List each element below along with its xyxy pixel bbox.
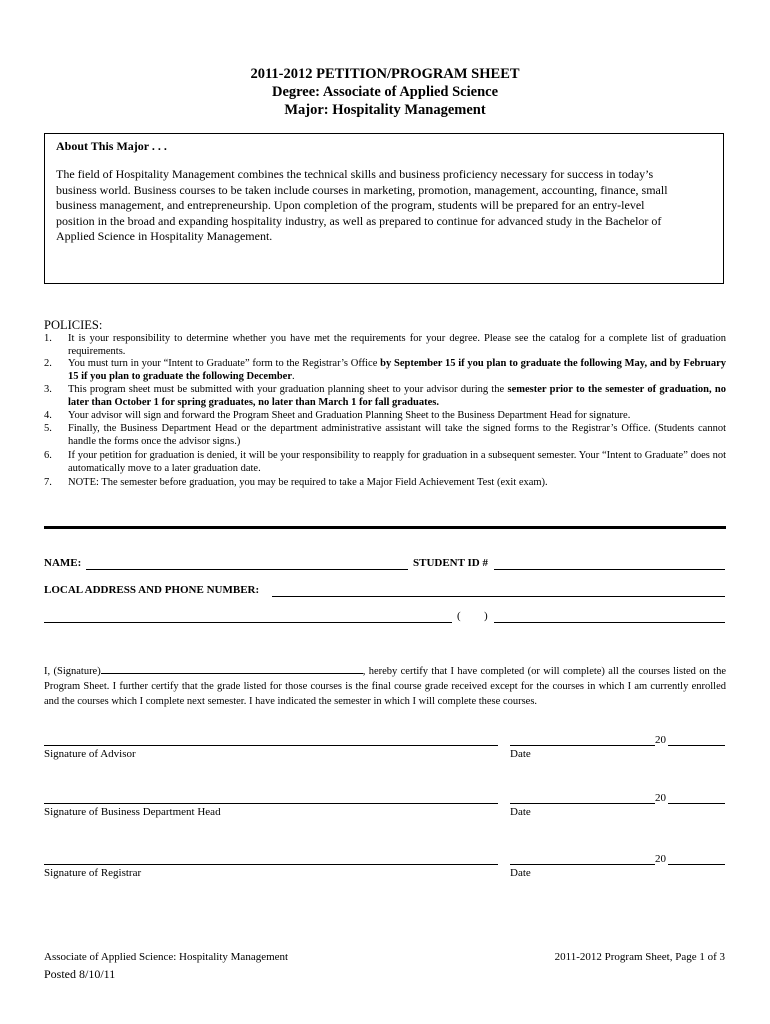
student-id-field[interactable] (494, 569, 725, 570)
policy-item (44, 423, 726, 448)
policy-text: Finally, the Business Department Head or the department administrative assistant will take the signed forms to the Registrar’s Office. (Students cannot handle the forms once the advisor signs.) (68, 423, 726, 447)
policy-number: 2. (44, 358, 52, 369)
name-field[interactable] (86, 569, 408, 570)
section-divider (44, 526, 726, 529)
policy-text: NOTE: The semester before graduation, you may be required to take a Major Field Achievement Test (exit exam). (68, 477, 548, 488)
advisor-year-prefix: 20 (655, 734, 666, 746)
footer-posted-date: Posted 8/10/11 (44, 967, 116, 981)
registrar-year-prefix: 20 (655, 853, 666, 865)
about-line: business world. Business courses to be taken include courses in marketing, promotion, management, accounting, finance, small (56, 182, 668, 197)
policies-heading: POLICIES: (44, 318, 103, 332)
policy-text: This program sheet must be submitted with your graduation planning sheet to your advisor during the semester prior to the semester of graduation, no later than October 1 for spring graduates, no later than March 1 for fall graduates. (68, 384, 726, 408)
major-title: Major: Hospitality Management (284, 102, 486, 118)
dept-head-date-label: Date (510, 806, 531, 818)
student-id-label: STUDENT ID # (413, 557, 488, 569)
about-text (56, 167, 706, 245)
advisor-date-line[interactable] (510, 745, 655, 746)
document-title: 2011-2012 PETITION/PROGRAM SHEET (250, 66, 520, 82)
policy-text: It is your responsibility to determine whether you have met the requirements for your degree. Please see the catalog for a complete list of graduation requirements. (68, 333, 726, 357)
registrar-year-line[interactable] (668, 864, 725, 865)
policy-number: 7. (44, 477, 52, 488)
policy-number: 3. (44, 384, 52, 395)
policy-item (44, 358, 726, 383)
policy-text: You must turn in your “Intent to Graduate” form to the Registrar’s Office by September 15 if you plan to graduate the following May, and by February 15 if you plan to graduate the following December. (68, 358, 726, 382)
phone-field[interactable] (494, 622, 725, 623)
registrar-date-label: Date (510, 867, 531, 879)
dept-head-year-prefix: 20 (655, 792, 666, 804)
certify-prefix: I, (Signature) (44, 666, 101, 677)
about-line: business management, and entrepreneurship. Upon completion of the program, students will be prepared for an entry-level (56, 198, 645, 212)
policy-number: 4. (44, 410, 52, 421)
dept-head-year-line[interactable] (668, 803, 725, 804)
name-label: NAME: (44, 557, 82, 569)
footer-program: Associate of Applied Science: Hospitality Management (44, 951, 289, 963)
policy-item (44, 333, 726, 358)
policy-item (44, 410, 726, 423)
degree-title: Degree: Associate of Applied Science (271, 84, 499, 100)
policy-item (44, 477, 726, 490)
registrar-date-line[interactable] (510, 864, 655, 865)
phone-close-paren: ) (484, 610, 488, 622)
policy-text: If your petition for graduation is denied, it will be your responsibility to reapply for graduation in a subsequent semester. Your “Intent to Graduate” does not automatically move to a later graduation date. (68, 450, 726, 474)
policy-number: 1. (44, 333, 52, 344)
registrar-signature-line[interactable] (44, 864, 498, 865)
certification-statement (44, 662, 726, 709)
registrar-signature-label: Signature of Registrar (44, 867, 142, 879)
about-line: position in the broad and expanding hospitality industry, as well as prepared to continue for advanced study in the Bachelor of (56, 213, 662, 228)
about-heading: About This Major . . . (56, 139, 167, 153)
about-line: The field of Hospitality Management combines the technical skills and business proficiency necessary for success in today’s (56, 167, 654, 181)
address-field-line2[interactable] (44, 622, 452, 623)
certify-text: , hereby certify that I have completed (or will complete) all the courses listed on the Program Sheet. I further certify that the grade listed for those courses is the final course grade received except for the courses in which I am currently enrolled and the courses which I complete next semester. I have indicated the semester in which I will complete these courses. (44, 666, 726, 707)
advisor-year-line[interactable] (668, 745, 725, 746)
address-field-line1[interactable] (272, 596, 725, 597)
advisor-signature-line[interactable] (44, 745, 498, 746)
footer-page-number: 2011-2012 Program Sheet, Page 1 of 3 (554, 951, 725, 963)
policy-item (44, 384, 726, 409)
dept-head-signature-line[interactable] (44, 803, 498, 804)
advisor-signature-label: Signature of Advisor (44, 748, 136, 760)
phone-open-paren: ( (457, 610, 461, 622)
policy-item (44, 450, 726, 475)
policy-number: 6. (44, 450, 52, 461)
address-label: LOCAL ADDRESS AND PHONE NUMBER: (44, 584, 260, 596)
policy-number: 5. (44, 423, 52, 434)
certify-signature-field[interactable] (101, 662, 363, 674)
dept-head-date-line[interactable] (510, 803, 655, 804)
dept-head-signature-label: Signature of Business Department Head (44, 806, 221, 818)
about-line: Applied Science in Hospitality Management. (56, 229, 273, 243)
policy-text: Your advisor will sign and forward the Program Sheet and Graduation Planning Sheet to the Business Department Head for signature. (68, 410, 631, 421)
advisor-date-label: Date (510, 748, 531, 760)
